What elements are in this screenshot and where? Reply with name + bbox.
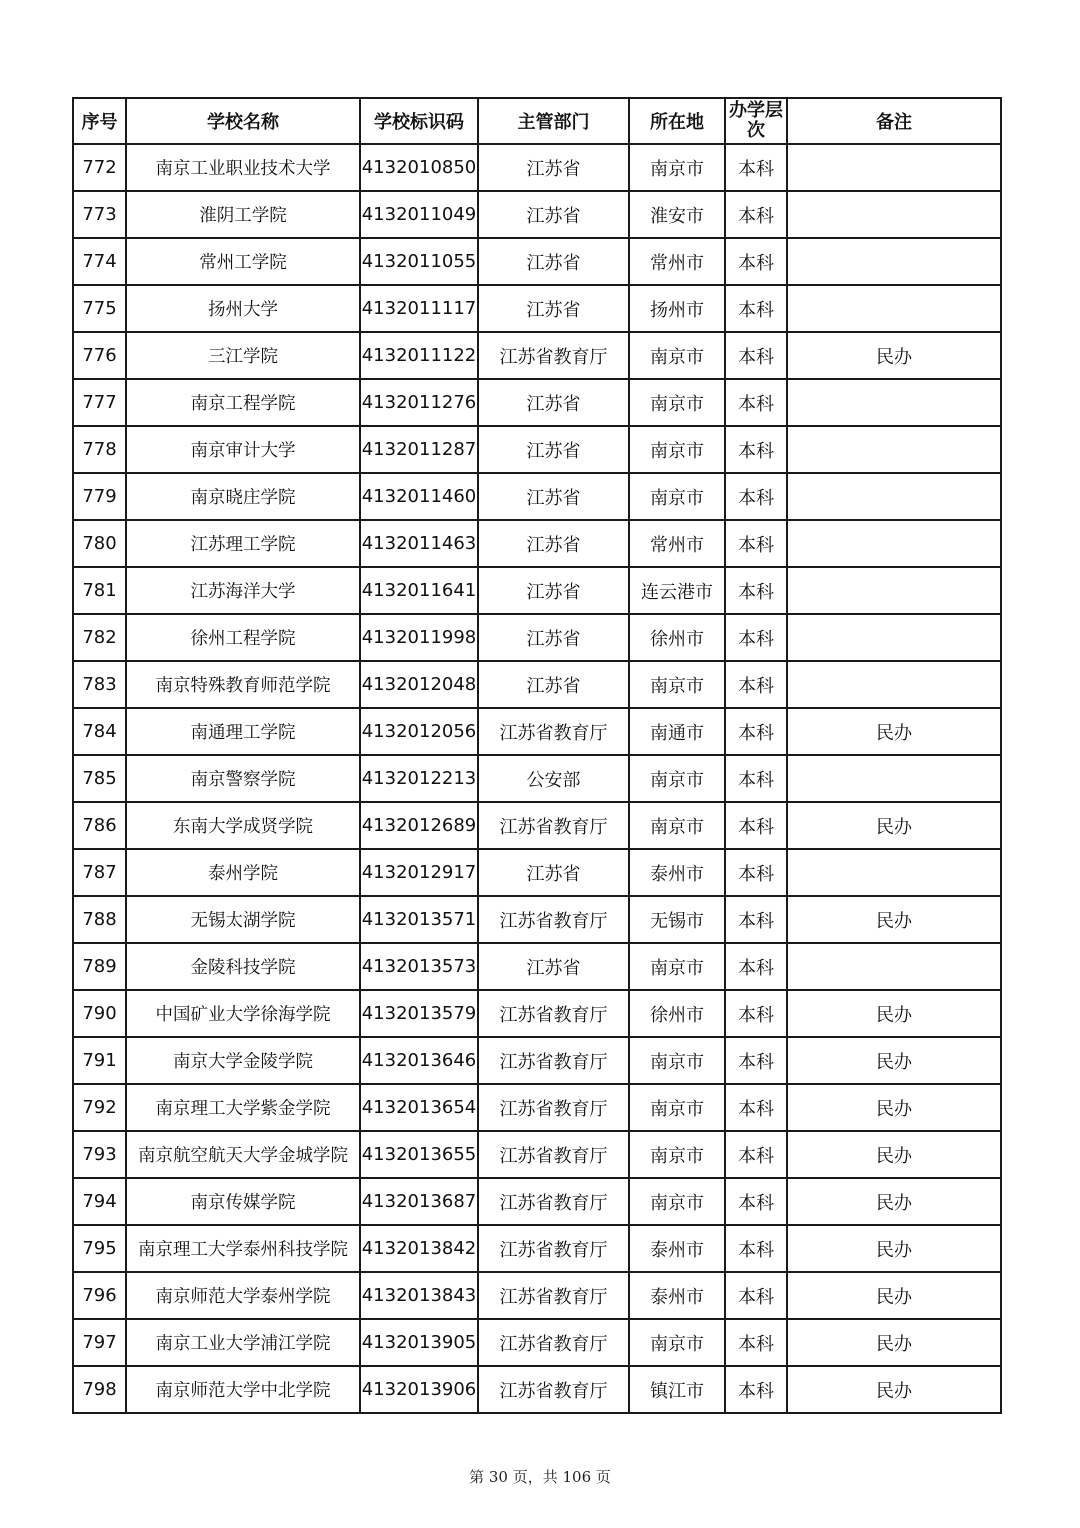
cell-school-code: 4132012048	[360, 661, 478, 708]
header-index: 序号	[73, 98, 126, 144]
cell-department: 江苏省	[478, 191, 629, 238]
cell-remarks	[787, 379, 1001, 426]
cell-school-code: 4132011287	[360, 426, 478, 473]
table-body	[73, 144, 1001, 1413]
cell-index: 785	[73, 755, 126, 802]
cell-level: 本科	[725, 661, 787, 708]
cell-location: 无锡市	[629, 896, 725, 943]
cell-location: 南京市	[629, 144, 725, 191]
table-row	[73, 1225, 1001, 1272]
cell-school-code: 4132013905	[360, 1319, 478, 1366]
cell-department: 江苏省	[478, 614, 629, 661]
cell-department: 江苏省教育厅	[478, 1178, 629, 1225]
table-row	[73, 1131, 1001, 1178]
cell-school-code: 4132011117	[360, 285, 478, 332]
cell-school-code: 4132013843	[360, 1272, 478, 1319]
cell-school-code: 4132010850	[360, 144, 478, 191]
cell-level: 本科	[725, 426, 787, 473]
cell-index: 772	[73, 144, 126, 191]
table-header-row	[73, 98, 1001, 144]
cell-school-code: 4132013654	[360, 1084, 478, 1131]
cell-school-name: 南京理工大学紫金学院	[126, 1084, 360, 1131]
cell-school-name: 南京工程学院	[126, 379, 360, 426]
cell-level: 本科	[725, 896, 787, 943]
cell-department: 江苏省	[478, 144, 629, 191]
cell-remarks	[787, 661, 1001, 708]
cell-department: 江苏省教育厅	[478, 1319, 629, 1366]
cell-school-code: 4132011049	[360, 191, 478, 238]
cell-school-code: 4132012213	[360, 755, 478, 802]
cell-level: 本科	[725, 520, 787, 567]
cell-department: 江苏省教育厅	[478, 1272, 629, 1319]
cell-department: 江苏省教育厅	[478, 990, 629, 1037]
header-school-name: 学校名称	[126, 98, 360, 144]
cell-school-name: 扬州大学	[126, 285, 360, 332]
cell-school-code: 4132013687	[360, 1178, 478, 1225]
cell-level: 本科	[725, 1131, 787, 1178]
table-row	[73, 802, 1001, 849]
cell-location: 南京市	[629, 426, 725, 473]
table-row	[73, 1319, 1001, 1366]
cell-remarks	[787, 473, 1001, 520]
cell-location: 扬州市	[629, 285, 725, 332]
cell-level: 本科	[725, 943, 787, 990]
cell-location: 泰州市	[629, 1225, 725, 1272]
cell-location: 南京市	[629, 1319, 725, 1366]
cell-school-name: 三江学院	[126, 332, 360, 379]
cell-school-code: 4132013573	[360, 943, 478, 990]
cell-department: 江苏省	[478, 943, 629, 990]
table-row	[73, 567, 1001, 614]
cell-department: 江苏省	[478, 426, 629, 473]
cell-index: 791	[73, 1037, 126, 1084]
cell-location: 南京市	[629, 943, 725, 990]
cell-level: 本科	[725, 1225, 787, 1272]
cell-index: 787	[73, 849, 126, 896]
cell-level: 本科	[725, 238, 787, 285]
cell-school-code: 4132013906	[360, 1366, 478, 1413]
cell-department: 江苏省教育厅	[478, 708, 629, 755]
cell-location: 南京市	[629, 802, 725, 849]
cell-index: 780	[73, 520, 126, 567]
cell-school-name: 南京晓庄学院	[126, 473, 360, 520]
cell-school-name: 泰州学院	[126, 849, 360, 896]
cell-index: 774	[73, 238, 126, 285]
cell-index: 782	[73, 614, 126, 661]
cell-remarks	[787, 426, 1001, 473]
table-row	[73, 379, 1001, 426]
cell-level: 本科	[725, 1272, 787, 1319]
cell-school-name: 南京工业职业技术大学	[126, 144, 360, 191]
cell-school-name: 无锡太湖学院	[126, 896, 360, 943]
cell-remarks	[787, 520, 1001, 567]
cell-index: 793	[73, 1131, 126, 1178]
cell-remarks	[787, 755, 1001, 802]
cell-level: 本科	[725, 473, 787, 520]
cell-index: 778	[73, 426, 126, 473]
cell-level: 本科	[725, 849, 787, 896]
cell-remarks	[787, 849, 1001, 896]
cell-school-name: 江苏海洋大学	[126, 567, 360, 614]
cell-department: 江苏省	[478, 473, 629, 520]
cell-school-code: 4132011641	[360, 567, 478, 614]
cell-school-code: 4132012056	[360, 708, 478, 755]
cell-index: 794	[73, 1178, 126, 1225]
header-department: 主管部门	[478, 98, 629, 144]
cell-school-name: 南京工业大学浦江学院	[126, 1319, 360, 1366]
cell-location: 连云港市	[629, 567, 725, 614]
header-school-code: 学校标识码	[360, 98, 478, 144]
cell-location: 南京市	[629, 1084, 725, 1131]
cell-school-name: 徐州工程学院	[126, 614, 360, 661]
cell-index: 779	[73, 473, 126, 520]
cell-school-name: 南京审计大学	[126, 426, 360, 473]
cell-department: 江苏省教育厅	[478, 1037, 629, 1084]
cell-school-code: 4132011460	[360, 473, 478, 520]
cell-department: 江苏省	[478, 567, 629, 614]
cell-remarks: 民办	[787, 1037, 1001, 1084]
cell-remarks: 民办	[787, 1131, 1001, 1178]
cell-remarks	[787, 567, 1001, 614]
cell-index: 783	[73, 661, 126, 708]
cell-index: 788	[73, 896, 126, 943]
cell-location: 淮安市	[629, 191, 725, 238]
cell-school-code: 4132013579	[360, 990, 478, 1037]
cell-location: 南京市	[629, 1178, 725, 1225]
cell-remarks	[787, 191, 1001, 238]
cell-level: 本科	[725, 332, 787, 379]
cell-remarks: 民办	[787, 708, 1001, 755]
cell-department: 江苏省	[478, 238, 629, 285]
cell-location: 常州市	[629, 520, 725, 567]
cell-index: 795	[73, 1225, 126, 1272]
cell-level: 本科	[725, 285, 787, 332]
cell-level: 本科	[725, 191, 787, 238]
table-row	[73, 614, 1001, 661]
table-row	[73, 708, 1001, 755]
cell-remarks	[787, 285, 1001, 332]
cell-location: 南京市	[629, 755, 725, 802]
cell-location: 泰州市	[629, 849, 725, 896]
cell-remarks: 民办	[787, 1366, 1001, 1413]
page-number-footer: 第 30 页，共 106 页	[469, 1468, 611, 1486]
cell-location: 南京市	[629, 1131, 725, 1178]
cell-index: 797	[73, 1319, 126, 1366]
cell-school-code: 4132013571	[360, 896, 478, 943]
table-row	[73, 1366, 1001, 1413]
cell-remarks: 民办	[787, 1272, 1001, 1319]
cell-level: 本科	[725, 1037, 787, 1084]
cell-index: 792	[73, 1084, 126, 1131]
cell-department: 江苏省教育厅	[478, 896, 629, 943]
cell-school-code: 4132011055	[360, 238, 478, 285]
cell-level: 本科	[725, 1366, 787, 1413]
cell-school-name: 常州工学院	[126, 238, 360, 285]
cell-level: 本科	[725, 1178, 787, 1225]
cell-level: 本科	[725, 1084, 787, 1131]
cell-level: 本科	[725, 802, 787, 849]
cell-school-name: 南京传媒学院	[126, 1178, 360, 1225]
cell-school-name: 南京师范大学泰州学院	[126, 1272, 360, 1319]
header-location: 所在地	[629, 98, 725, 144]
cell-level: 本科	[725, 614, 787, 661]
table-row	[73, 1272, 1001, 1319]
cell-school-code: 4132011463	[360, 520, 478, 567]
cell-index: 773	[73, 191, 126, 238]
cell-school-code: 4132011122	[360, 332, 478, 379]
header-level: 办学层次	[725, 98, 787, 144]
cell-school-name: 江苏理工学院	[126, 520, 360, 567]
cell-level: 本科	[725, 755, 787, 802]
cell-department: 江苏省	[478, 661, 629, 708]
cell-index: 784	[73, 708, 126, 755]
cell-remarks: 民办	[787, 1084, 1001, 1131]
cell-school-name: 中国矿业大学徐海学院	[126, 990, 360, 1037]
cell-department: 公安部	[478, 755, 629, 802]
cell-index: 781	[73, 567, 126, 614]
table-row	[73, 191, 1001, 238]
table-row	[73, 473, 1001, 520]
cell-location: 南京市	[629, 332, 725, 379]
table-row	[73, 1084, 1001, 1131]
table-row	[73, 849, 1001, 896]
cell-department: 江苏省教育厅	[478, 1366, 629, 1413]
cell-department: 江苏省教育厅	[478, 1225, 629, 1272]
cell-school-name: 金陵科技学院	[126, 943, 360, 990]
cell-school-name: 南京特殊教育师范学院	[126, 661, 360, 708]
cell-school-code: 4132012689	[360, 802, 478, 849]
cell-remarks: 民办	[787, 802, 1001, 849]
table-row	[73, 943, 1001, 990]
cell-remarks: 民办	[787, 990, 1001, 1037]
cell-level: 本科	[725, 990, 787, 1037]
cell-remarks: 民办	[787, 896, 1001, 943]
table-row	[73, 426, 1001, 473]
cell-remarks: 民办	[787, 1225, 1001, 1272]
cell-school-name: 南通理工学院	[126, 708, 360, 755]
cell-location: 常州市	[629, 238, 725, 285]
cell-remarks	[787, 238, 1001, 285]
cell-school-name: 淮阴工学院	[126, 191, 360, 238]
cell-remarks: 民办	[787, 1319, 1001, 1366]
cell-school-name: 南京大学金陵学院	[126, 1037, 360, 1084]
cell-index: 790	[73, 990, 126, 1037]
cell-level: 本科	[725, 144, 787, 191]
cell-index: 789	[73, 943, 126, 990]
cell-index: 798	[73, 1366, 126, 1413]
table-row	[73, 1037, 1001, 1084]
cell-remarks	[787, 614, 1001, 661]
cell-index: 786	[73, 802, 126, 849]
table-row	[73, 990, 1001, 1037]
cell-location: 泰州市	[629, 1272, 725, 1319]
cell-level: 本科	[725, 708, 787, 755]
table-row	[73, 520, 1001, 567]
table-row	[73, 1178, 1001, 1225]
cell-department: 江苏省	[478, 379, 629, 426]
cell-level: 本科	[725, 379, 787, 426]
cell-location: 徐州市	[629, 614, 725, 661]
cell-level: 本科	[725, 567, 787, 614]
cell-school-code: 4132011998	[360, 614, 478, 661]
cell-school-code: 4132013842	[360, 1225, 478, 1272]
table-row	[73, 238, 1001, 285]
cell-location: 南京市	[629, 1037, 725, 1084]
table-row	[73, 661, 1001, 708]
cell-location: 南京市	[629, 379, 725, 426]
cell-index: 776	[73, 332, 126, 379]
cell-school-name: 南京警察学院	[126, 755, 360, 802]
cell-location: 南通市	[629, 708, 725, 755]
cell-remarks: 民办	[787, 1178, 1001, 1225]
cell-index: 775	[73, 285, 126, 332]
cell-location: 南京市	[629, 473, 725, 520]
cell-index: 777	[73, 379, 126, 426]
cell-level: 本科	[725, 1319, 787, 1366]
cell-remarks	[787, 144, 1001, 191]
cell-location: 南京市	[629, 661, 725, 708]
cell-department: 江苏省教育厅	[478, 1084, 629, 1131]
cell-school-name: 南京理工大学泰州科技学院	[126, 1225, 360, 1272]
header-remarks: 备注	[787, 98, 1001, 144]
table-row	[73, 285, 1001, 332]
table-row	[73, 332, 1001, 379]
cell-department: 江苏省	[478, 520, 629, 567]
table-row	[73, 144, 1001, 191]
cell-school-code: 4132012917	[360, 849, 478, 896]
cell-index: 796	[73, 1272, 126, 1319]
cell-school-name: 南京师范大学中北学院	[126, 1366, 360, 1413]
table-row	[73, 896, 1001, 943]
school-list-table	[72, 97, 1002, 1414]
cell-school-code: 4132013646	[360, 1037, 478, 1084]
cell-department: 江苏省教育厅	[478, 1131, 629, 1178]
cell-school-name: 南京航空航天大学金城学院	[126, 1131, 360, 1178]
cell-remarks: 民办	[787, 332, 1001, 379]
cell-department: 江苏省	[478, 849, 629, 896]
cell-remarks	[787, 943, 1001, 990]
cell-school-code: 4132011276	[360, 379, 478, 426]
cell-location: 徐州市	[629, 990, 725, 1037]
cell-department: 江苏省教育厅	[478, 802, 629, 849]
cell-location: 镇江市	[629, 1366, 725, 1413]
table-row	[73, 755, 1001, 802]
cell-department: 江苏省教育厅	[478, 332, 629, 379]
cell-department: 江苏省	[478, 285, 629, 332]
cell-school-code: 4132013655	[360, 1131, 478, 1178]
cell-school-name: 东南大学成贤学院	[126, 802, 360, 849]
